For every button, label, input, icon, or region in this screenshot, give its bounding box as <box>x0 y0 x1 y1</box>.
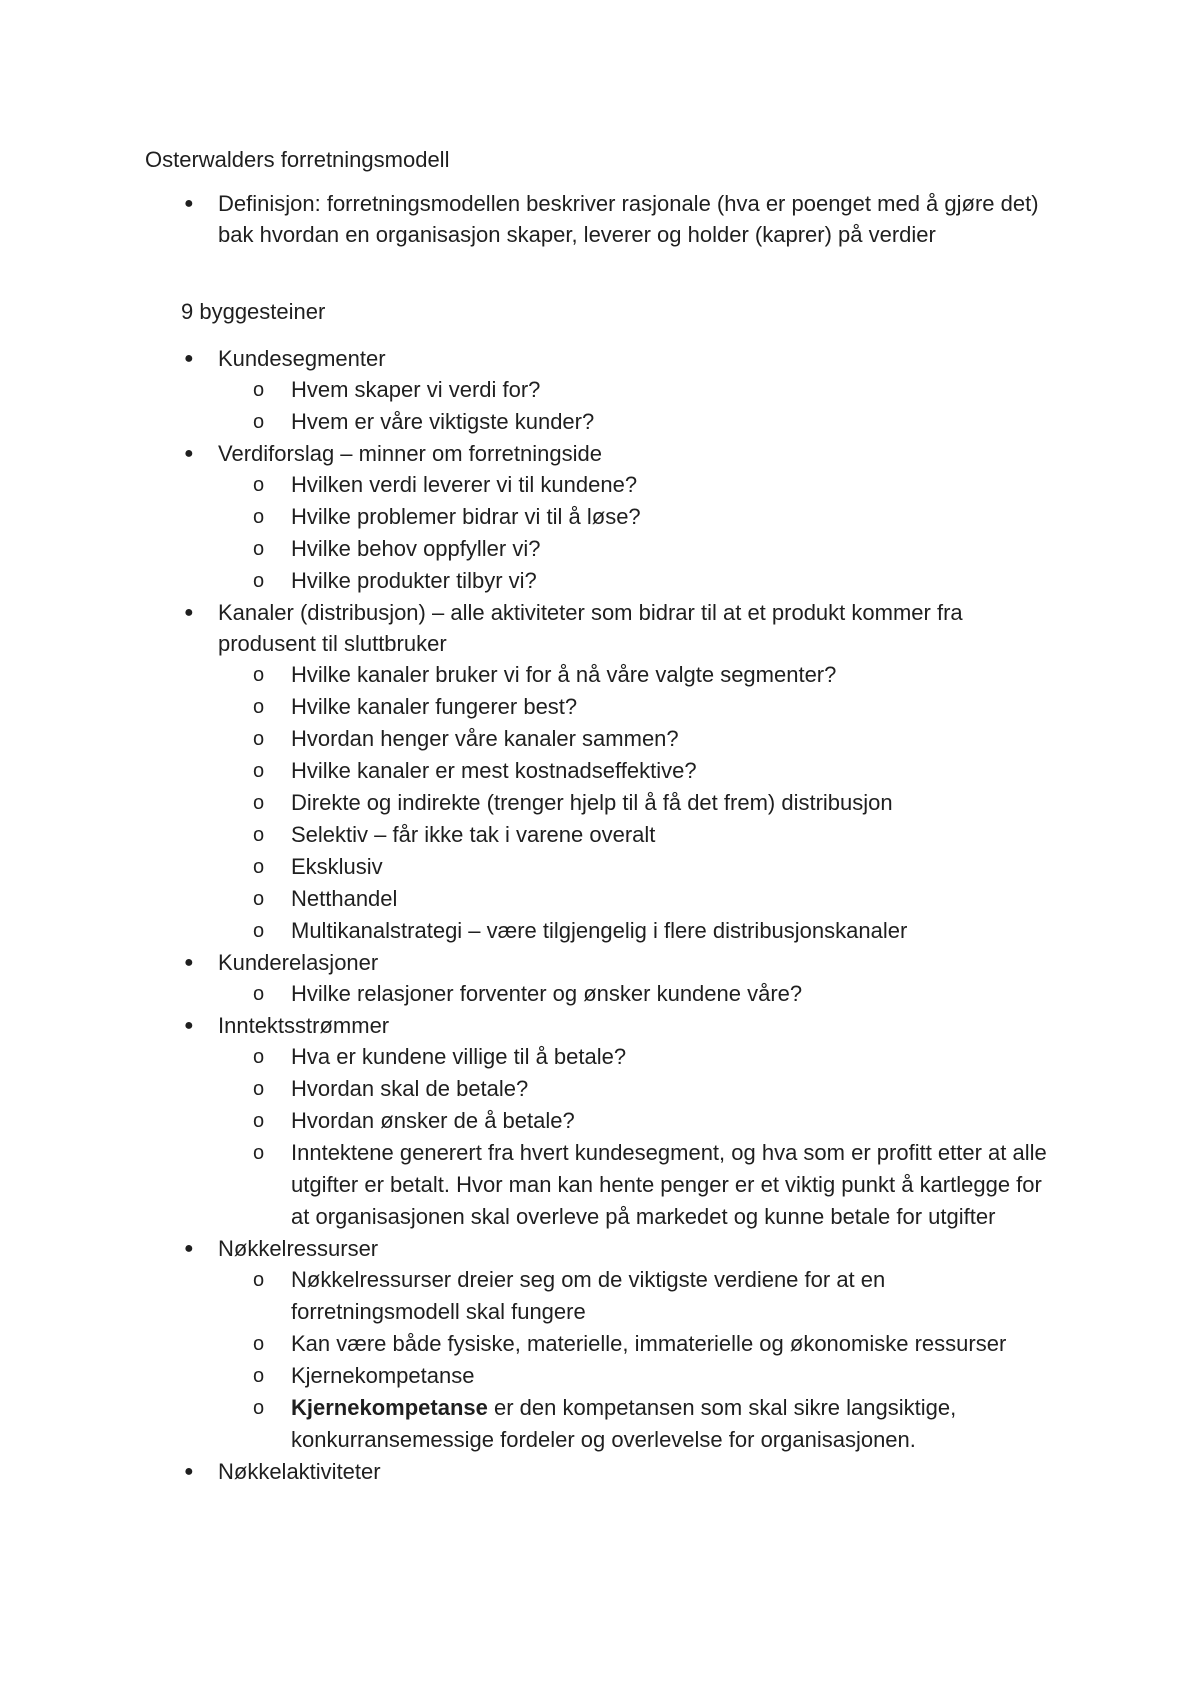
sub-list-item <box>178 406 1058 438</box>
circle-bullet-icon: o <box>253 570 265 592</box>
sub-list-item <box>178 374 1058 406</box>
sub-list-item <box>178 1137 1058 1233</box>
sub-list-item <box>178 1328 1058 1360</box>
sub-item-text: Hvilke behov oppfyller vi? <box>291 536 541 561</box>
circle-bullet-icon: o <box>253 888 265 910</box>
sub-item-text: Eksklusiv <box>291 854 383 879</box>
sub-item-text: Hvilke kanaler bruker vi for å nå våre valgte segmenter? <box>291 662 837 687</box>
sub-item-text: Multikanalstrategi – være tilgjengelig i flere distribusjonskanaler <box>291 918 908 943</box>
document-title: Osterwalders forretningsmodell <box>145 147 450 172</box>
bullet-icon: ● <box>184 1240 194 1257</box>
sub-list-item <box>178 787 1058 819</box>
bullet-icon: ● <box>184 195 194 212</box>
sub-list-item <box>178 1360 1058 1392</box>
circle-bullet-icon: o <box>253 664 265 686</box>
bullet-icon: ● <box>184 445 194 462</box>
sub-item-text: Hvilke kanaler er mest kostnadseffektive? <box>291 758 697 783</box>
sub-list-item <box>178 723 1058 755</box>
list-item <box>178 1010 1058 1233</box>
sub-list-item <box>178 978 1058 1010</box>
circle-bullet-icon: o <box>253 728 265 750</box>
list-item <box>178 947 1058 1010</box>
list-item <box>178 438 1058 597</box>
list-item <box>178 597 1058 947</box>
list-item <box>178 1233 1058 1456</box>
sub-list-item <box>178 1392 1058 1456</box>
building-blocks-list <box>178 343 1058 1487</box>
sub-item-text: Direkte og indirekte (trenger hjelp til å få det frem) distribusjon <box>291 790 893 815</box>
bullet-icon: ● <box>184 604 194 621</box>
circle-bullet-icon: o <box>253 792 265 814</box>
sub-item-text: Hvilke produkter tilbyr vi? <box>291 568 537 593</box>
circle-bullet-icon: o <box>253 538 265 560</box>
circle-bullet-icon: o <box>253 411 265 433</box>
sub-item-text: Hvilke relasjoner forventer og ønsker kundene våre? <box>291 981 803 1006</box>
list-item <box>178 1456 1058 1487</box>
bullet-icon: ● <box>184 1463 194 1480</box>
circle-bullet-icon: o <box>253 1142 265 1164</box>
sub-list-item <box>178 1105 1058 1137</box>
bold-term: Kjernekompetanse <box>291 1395 488 1420</box>
circle-bullet-icon: o <box>253 474 265 496</box>
sub-item-text: Kjernekompetanse <box>291 1363 475 1388</box>
section-heading: 9 byggesteiner <box>181 299 326 324</box>
definition-list <box>178 188 1058 250</box>
circle-bullet-icon: o <box>253 1269 265 1291</box>
sub-item-text: Selektiv – får ikke tak i varene overalt <box>291 822 656 847</box>
sub-list-item <box>178 1041 1058 1073</box>
circle-bullet-icon: o <box>253 1397 265 1419</box>
block-label: Nøkkelressurser <box>218 1236 379 1261</box>
block-label: Kanaler (distribusjon) – alle aktiviteter som bidrar til at et produkt kommer fra produsent til sluttbruker <box>218 600 963 656</box>
sub-list-item <box>178 755 1058 787</box>
circle-bullet-icon: o <box>253 1046 265 1068</box>
definition-text: Definisjon: forretningsmodellen beskriver rasjonale (hva er poenget med å gjøre det) bak hvordan en organisasjon skaper, leverer og holder (kaprer) på verdier <box>218 191 1039 247</box>
sub-item-text: Hvilke kanaler fungerer best? <box>291 694 578 719</box>
bullet-icon: ● <box>184 350 194 367</box>
sub-list-item <box>178 469 1058 501</box>
sub-list-item <box>178 1264 1058 1328</box>
sub-item-text: Hvordan henger våre kanaler sammen? <box>291 726 679 751</box>
sub-item-text: Inntektene generert fra hvert kundesegment, og hva som er profitt etter at alle utgifter er betalt. Hvor man kan hente penger er et viktig punkt å kartlegge for at organisasjonen skal overleve på markedet og kunne betale for utgifter <box>291 1140 1047 1229</box>
sub-list-item <box>178 533 1058 565</box>
sub-item-text: Nøkkelressurser dreier seg om de viktigste verdiene for at en forretningsmodell skal fungere <box>291 1267 886 1324</box>
sub-list-item <box>178 659 1058 691</box>
block-label: Kunderelasjoner <box>218 950 379 975</box>
sub-item-text: Hvordan ønsker de å betale? <box>291 1108 575 1133</box>
list-item <box>178 343 1058 438</box>
sub-item-text: Hvem skaper vi verdi for? <box>291 377 541 402</box>
sub-item-text: Netthandel <box>291 886 398 911</box>
sub-list-item <box>178 915 1058 947</box>
sub-list-item <box>178 565 1058 597</box>
block-label: Inntektsstrømmer <box>218 1013 390 1038</box>
list-item <box>178 188 1058 250</box>
sub-item-text: Hvordan skal de betale? <box>291 1076 529 1101</box>
circle-bullet-icon: o <box>253 1365 265 1387</box>
circle-bullet-icon: o <box>253 1078 265 1100</box>
circle-bullet-icon: o <box>253 920 265 942</box>
circle-bullet-icon: o <box>253 696 265 718</box>
sub-list-item <box>178 819 1058 851</box>
block-label: Verdiforslag – minner om forretningside <box>218 441 602 466</box>
circle-bullet-icon: o <box>253 760 265 782</box>
circle-bullet-icon: o <box>253 824 265 846</box>
sub-item-text: Hvem er våre viktigste kunder? <box>291 409 595 434</box>
circle-bullet-icon: o <box>253 856 265 878</box>
bullet-icon: ● <box>184 1017 194 1034</box>
sub-list-item <box>178 1073 1058 1105</box>
sub-item-text: Hva er kundene villige til å betale? <box>291 1044 627 1069</box>
circle-bullet-icon: o <box>253 1333 265 1355</box>
circle-bullet-icon: o <box>253 506 265 528</box>
sub-item-text: Hvilke problemer bidrar vi til å løse? <box>291 504 641 529</box>
bullet-icon: ● <box>184 954 194 971</box>
sub-list-item <box>178 691 1058 723</box>
circle-bullet-icon: o <box>253 1110 265 1132</box>
sub-item-text: Kan være både fysiske, materielle, immaterielle og økonomiske ressurser <box>291 1331 1007 1356</box>
sub-item-text: er den kompetansen som skal sikre langsiktige, konkurransemessige fordeler og overlevelse for organisasjonen. <box>291 1395 957 1452</box>
sub-list-item <box>178 501 1058 533</box>
sub-list-item <box>178 883 1058 915</box>
circle-bullet-icon: o <box>253 379 265 401</box>
circle-bullet-icon: o <box>253 983 265 1005</box>
block-label: Kundesegmenter <box>218 346 386 371</box>
block-label: Nøkkelaktiviteter <box>218 1459 381 1484</box>
sub-list-item <box>178 851 1058 883</box>
sub-item-text: Hvilken verdi leverer vi til kundene? <box>291 472 638 497</box>
